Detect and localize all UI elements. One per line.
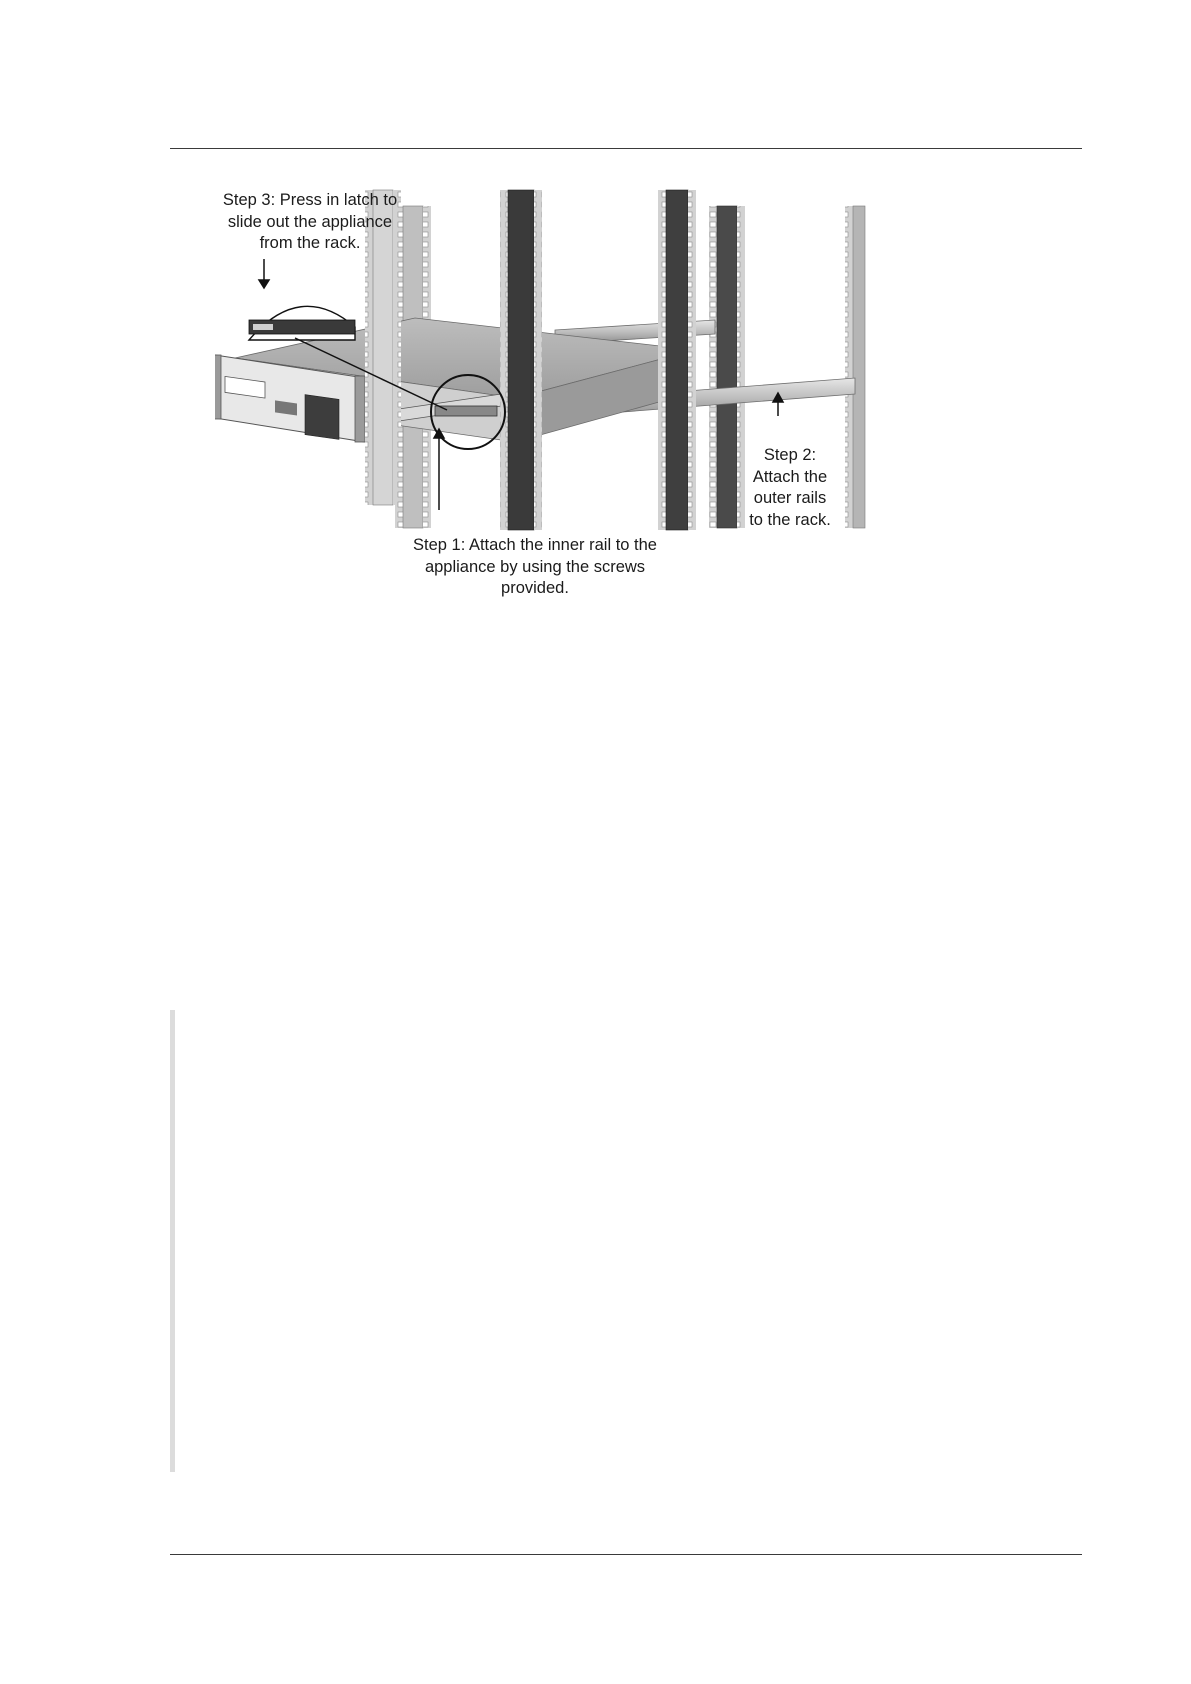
note-side-bar [170,1010,175,1472]
header-rule [170,148,1082,149]
rack-post-far-right [845,206,865,528]
step3-callout: Step 3: Press in latch to slide out the appliance from the rack. [222,191,398,252]
rack-post-back-right [709,206,745,528]
step2-callout: Step 2: Attach the outer rails to the rack. [749,446,831,529]
rack-installation-figure [215,180,915,610]
footer-rule [170,1554,1082,1555]
rack-post-front-middle [500,190,542,530]
rack-post-front-right [658,190,696,530]
step1-callout: Step 1: Attach the inner rail to the appliance by using the screws provided. [413,536,657,597]
latch-inset [249,306,355,340]
